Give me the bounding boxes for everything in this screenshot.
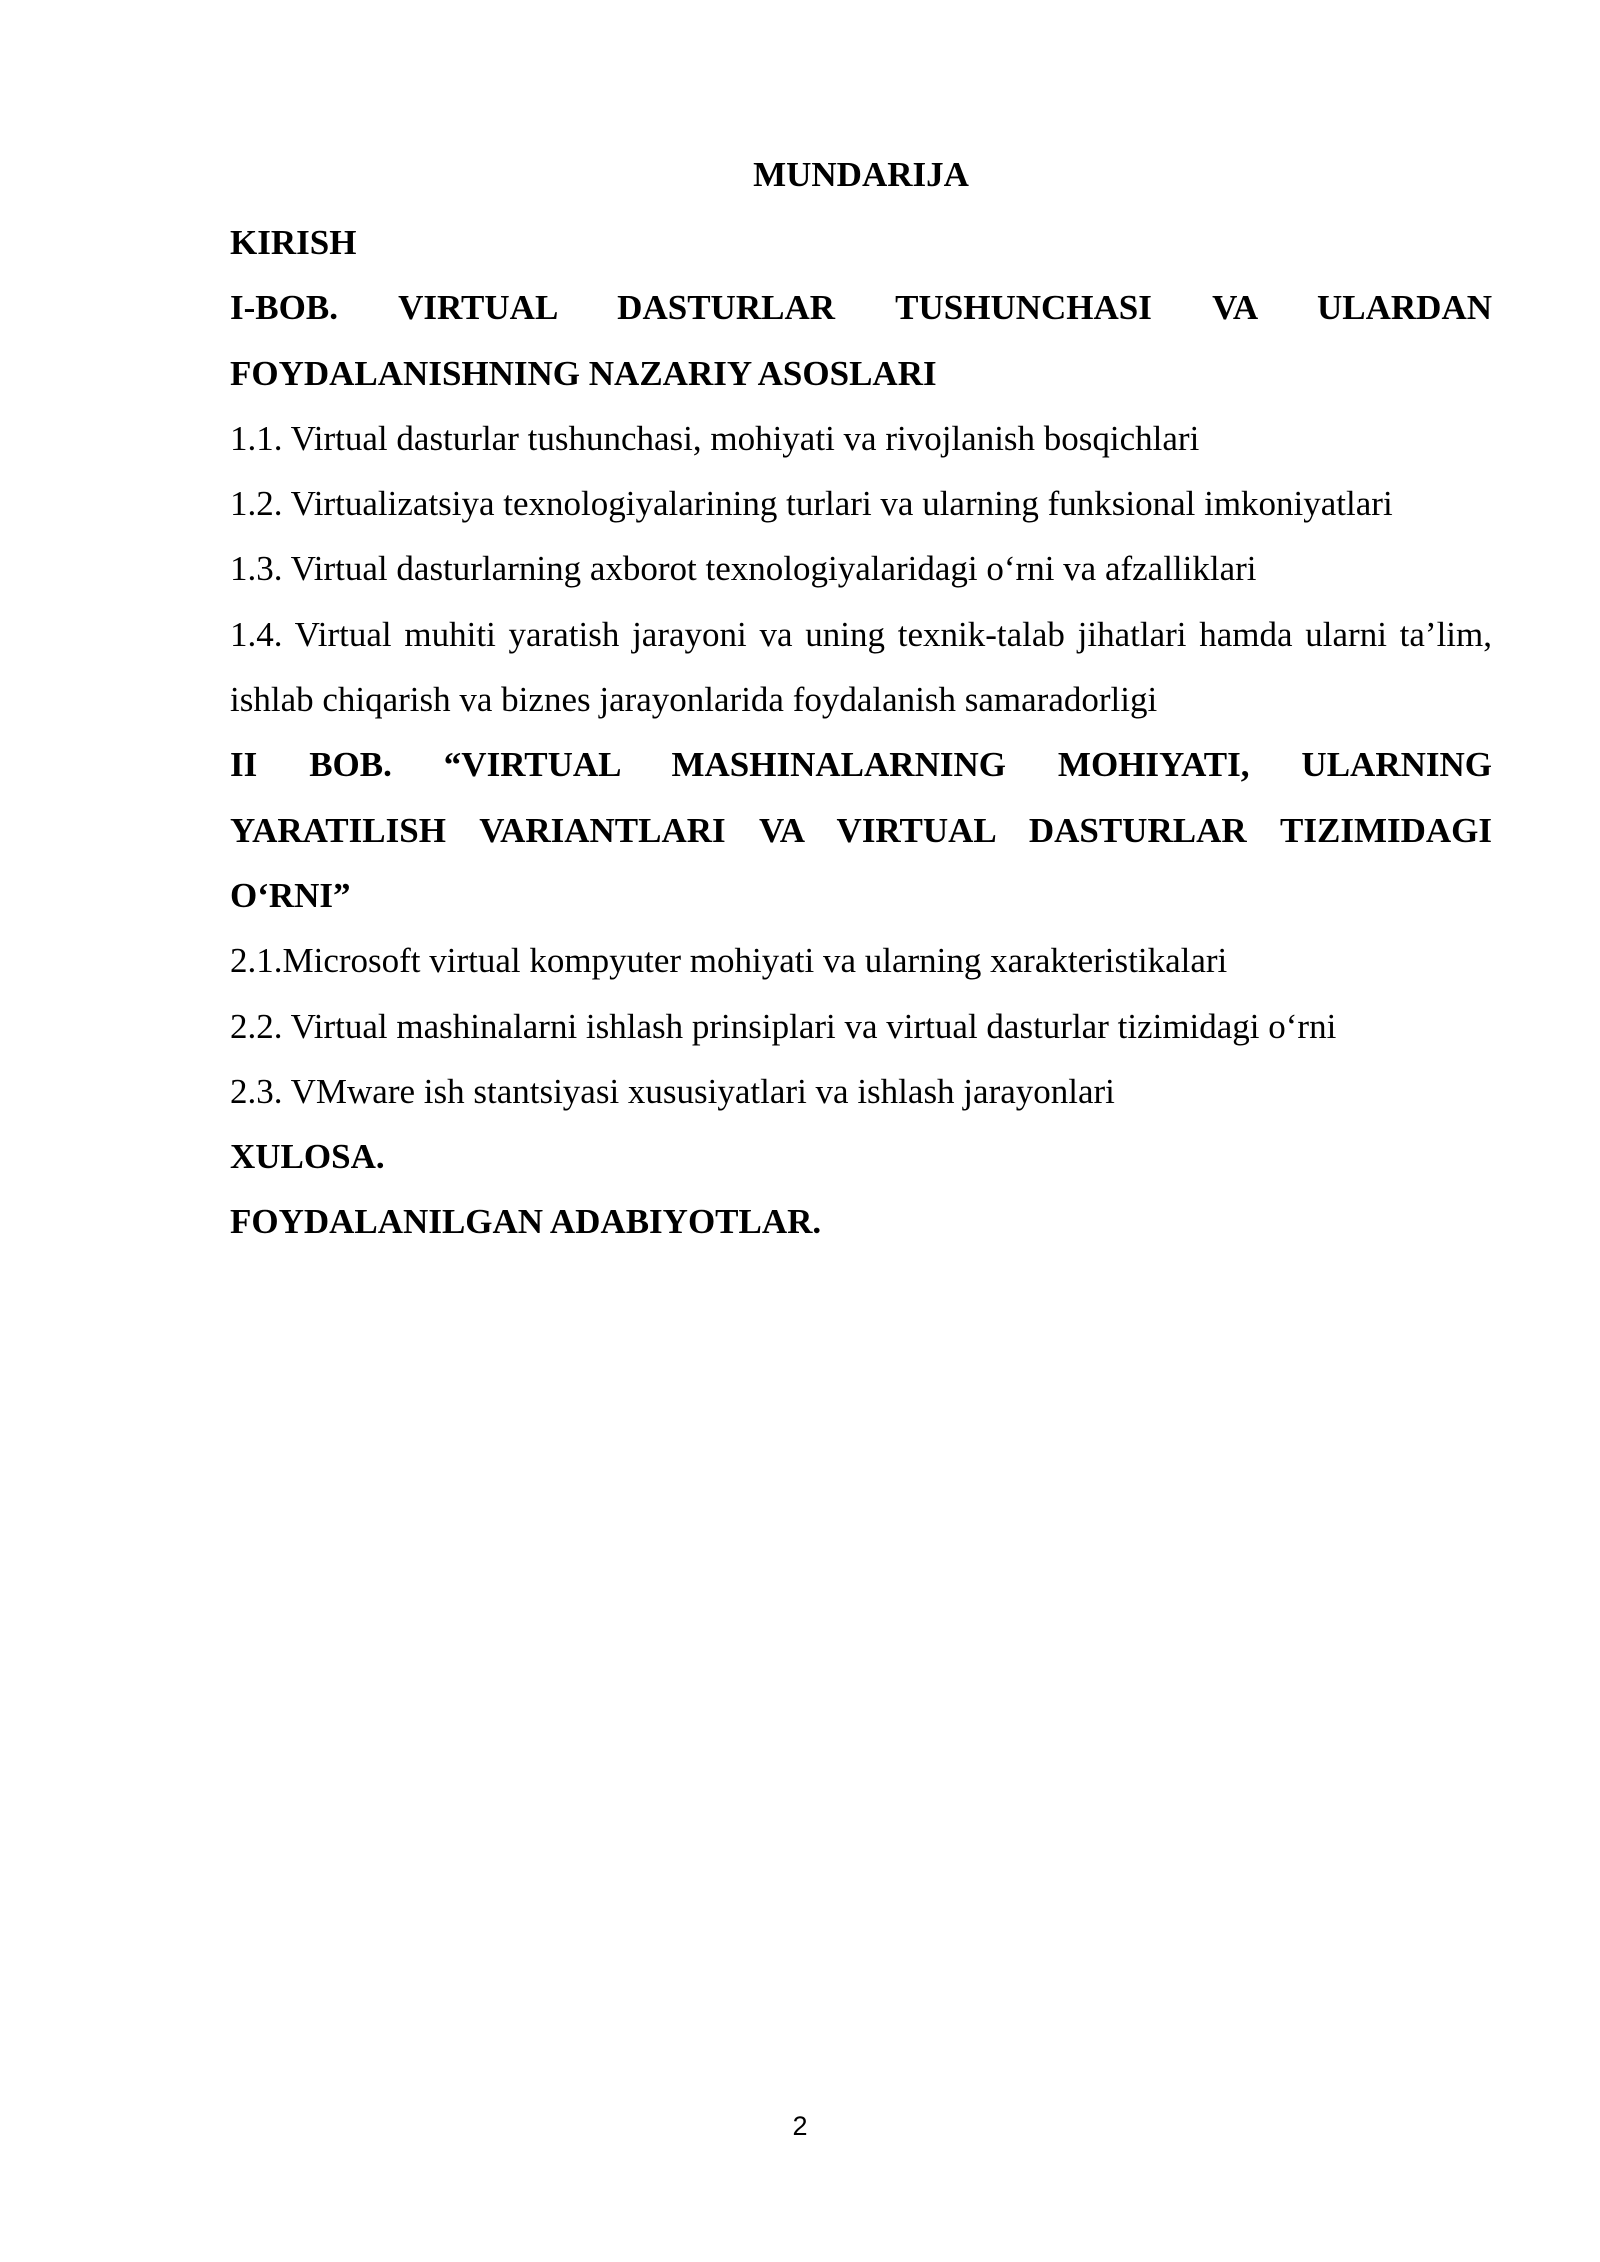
toc-entry-chapter-2: II BOB. “VIRTUAL MASHINALARNING MOHIYATI, ULARNING YARATILISH VARIANTLARI VA VIRTUAL DASTURLAR TIZIMIDAGI O‘RNI” [230, 745, 1492, 915]
toc-entry-section-1-4: 1.4. Virtual muhiti yaratish jarayoni va uning texnik-talab jihatlari hamda ularni ta’lim, ishlab chiqarish va biznes jarayonlarida foydalanish samaradorligi [230, 614, 1492, 720]
toc-entry-section-1-1: 1.1. Virtual dasturlar tushunchasi, mohiyati va rivojlanish bosqichlari [230, 418, 1200, 458]
toc-entry-section-2-3: 2.3. VMware ish stantsiyasi xususiyatlari va ishlash jarayonlari [230, 1071, 1115, 1111]
toc-entry-section-1-2: 1.2. Virtualizatsiya texnologiyalarining turlari va ularning funksional imkoniyatlari [230, 484, 1393, 524]
page-number: 2 [792, 2111, 808, 2141]
table-of-contents [230, 145, 1492, 1255]
toc-entry-section-1-3: 1.3. Virtual dasturlarning axborot texnologiyalaridagi o‘rni va afzalliklari [230, 549, 1257, 589]
toc-title: MUNDARIJA [753, 155, 969, 194]
toc-entry-section-2-1: 2.1.Microsoft virtual kompyuter mohiyati va ularning xarakteristikalari [230, 941, 1228, 981]
toc-entry-introduction: KIRISH [230, 223, 357, 262]
toc-entry-chapter-1: I-BOB. VIRTUAL DASTURLAR TUSHUNCHASI VA ULARDAN FOYDALANISHNING NAZARIY ASOSLARI [230, 288, 1492, 393]
toc-entry-references: FOYDALANILGAN ADABIYOTLAR. [230, 1202, 822, 1242]
toc-entry-section-2-2: 2.2. Virtual mashinalarni ishlash prinsiplari va virtual dasturlar tizimidagi o‘rni [230, 1006, 1337, 1046]
toc-entry-conclusion: XULOSA. [230, 1137, 385, 1177]
